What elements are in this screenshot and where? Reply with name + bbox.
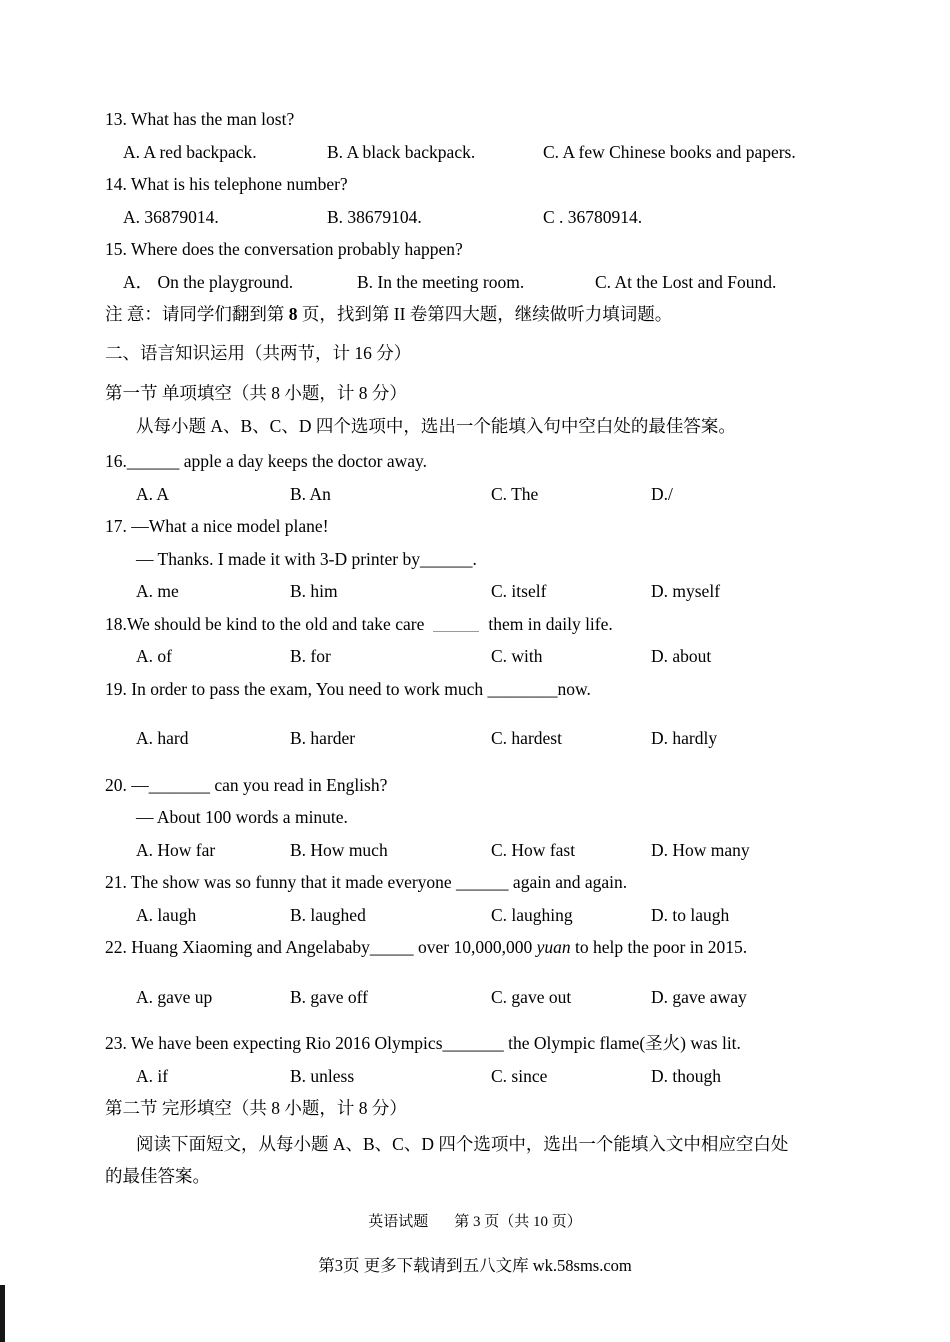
part2-instruction-line2: 的最佳答案。 — [105, 1166, 210, 1186]
q18-stem — [105, 608, 860, 641]
page-footer — [0, 1210, 950, 1234]
q22-option-d: D. gave away — [651, 986, 747, 1007]
q20-option-b: B. How much — [290, 839, 388, 860]
q23-option-c: C. since — [491, 1065, 548, 1086]
q23-options — [105, 1060, 860, 1093]
q17-option-c: C. itself — [491, 581, 547, 601]
q18-option-b: B. for — [290, 646, 331, 666]
scan-edge-artifact — [0, 1285, 5, 1342]
q18-stem-pre: 18.We should be kind to the old and take care — [105, 613, 425, 634]
q13-option-b: B. A black backpack. — [327, 141, 476, 162]
part1-heading: 第一节 单项填空（共 8 小题，计 8 分） — [105, 383, 407, 403]
part2-instruction-line1: 阅读下面短文，从每小题 A、B、C、D 四个选项中，选出一个能填入文中相应空白处 — [136, 1133, 789, 1154]
q19-option-b: B. harder — [290, 728, 356, 748]
q17-option-d: D. myself — [651, 581, 721, 601]
q21-option-b: B. laughed — [290, 904, 366, 925]
q18-option-a: A. of — [136, 646, 172, 666]
q18-option-d: D. about — [651, 646, 712, 666]
footer-page-label: 第 3 页（共 10 页） — [454, 1214, 582, 1230]
q22-stem-post: to help the poor in 2015. — [570, 937, 748, 957]
q13-option-c: C. A few Chinese books and papers. — [543, 141, 796, 162]
q17-option-b: B. him — [290, 581, 338, 601]
q18-stem-post: them in daily life. — [488, 613, 613, 634]
q15-option-b: B. In the meeting room. — [357, 271, 525, 292]
q20-stem-line1: 20. —_______ can you read in English? — [105, 774, 388, 795]
q14-stem: 14. What is his telephone number? — [105, 174, 348, 194]
q22-option-c: C. gave out — [491, 986, 572, 1007]
q17-stem-line2: — Thanks. I made it with 3-D printer by______. — [136, 548, 477, 569]
q22-option-a: A. gave up — [136, 986, 213, 1007]
q21-option-c: C. laughing — [491, 904, 573, 925]
q23-option-a: A. if — [136, 1065, 169, 1086]
q21-option-a: A. laugh — [136, 904, 197, 925]
listening-note-page-number: 8 — [288, 304, 298, 324]
listening-note-pre: 注 意：请同学们翻到第 — [105, 304, 289, 324]
q13-options — [105, 136, 860, 169]
download-footer: 第3页 更多下载请到五八文库 wk.58sms.com — [318, 1256, 632, 1275]
listening-note-post: 页，找到第 II 卷第四大题，继续做听力填词题。 — [297, 304, 673, 324]
q13-stem: 13. What has the man lost? — [105, 109, 295, 129]
q18-options — [105, 640, 860, 673]
q15-option-a: A． On the playground. — [123, 271, 294, 292]
q19-options — [105, 722, 860, 755]
q20-stem-line2: — About 100 words a minute. — [136, 807, 348, 827]
q14-option-a: A. 36879014. — [123, 206, 219, 227]
q20-option-a: A. How far — [136, 839, 216, 860]
q21-options — [105, 899, 860, 932]
q16-stem: 16.______ apple a day keeps the doctor away. — [105, 451, 428, 471]
q19-option-c: C. hardest — [491, 728, 562, 748]
q22-stem-pre: 22. Huang Xiaoming and Angelababy_____ over 10,000,000 — [105, 937, 537, 957]
q20-option-c: C. How fast — [491, 839, 576, 860]
q23-option-d: D. though — [651, 1065, 721, 1086]
q15-options — [105, 266, 860, 299]
q15-option-c: C. At the Lost and Found. — [595, 271, 777, 292]
q17-options — [105, 575, 860, 608]
q16-option-b: B. An — [290, 483, 331, 504]
q16-option-c: C. The — [491, 483, 539, 504]
q23-option-b: B. unless — [290, 1065, 355, 1086]
q22-option-b: B. gave off — [290, 986, 368, 1007]
q14-option-c: C . 36780914. — [543, 206, 643, 227]
q21-option-d: D. to laugh — [651, 904, 730, 925]
part1-instruction: 从每小题 A、B、C、D 四个选项中，选出一个能填入句中空白处的最佳答案。 — [136, 415, 736, 436]
q20-options — [105, 834, 860, 867]
part2-heading: 第二节 完形填空（共 8 小题，计 8 分） — [105, 1098, 407, 1118]
listening-note — [105, 298, 860, 331]
footer-doc-title: 英语试题 — [368, 1214, 429, 1230]
section2-heading: 二、语言知识运用（共两节，计 16 分） — [105, 342, 412, 363]
q20-option-d: D. How many — [651, 839, 750, 860]
q15-stem: 15. Where does the conversation probably happen? — [105, 239, 463, 259]
q16-option-d: D./ — [651, 483, 673, 504]
q18-blank-line — [433, 613, 479, 632]
q17-option-a: A. me — [136, 581, 179, 601]
q19-option-d: D. hardly — [651, 728, 718, 748]
q16-option-a: A. A — [136, 483, 170, 504]
q22-options — [105, 981, 860, 1014]
q22-stem — [105, 931, 860, 964]
q16-options — [105, 478, 860, 511]
q19-stem: 19. In order to pass the exam, You need to work much ________now. — [105, 678, 591, 699]
q18-option-c: C. with — [491, 646, 543, 666]
q19-option-a: A. hard — [136, 728, 189, 748]
q14-options — [105, 201, 860, 234]
q22-stem-italic-word: yuan — [536, 937, 571, 957]
q21-stem: 21. The show was so funny that it made everyone ______ again and again. — [105, 872, 628, 892]
q23-stem: 23. We have been expecting Rio 2016 Olympics_______ the Olympic flame(圣火) was lit. — [105, 1033, 741, 1053]
q14-option-b: B. 38679104. — [327, 206, 422, 227]
q13-option-a: A. A red backpack. — [123, 141, 257, 162]
q17-stem-line1: 17. —What a nice model plane! — [105, 516, 329, 536]
